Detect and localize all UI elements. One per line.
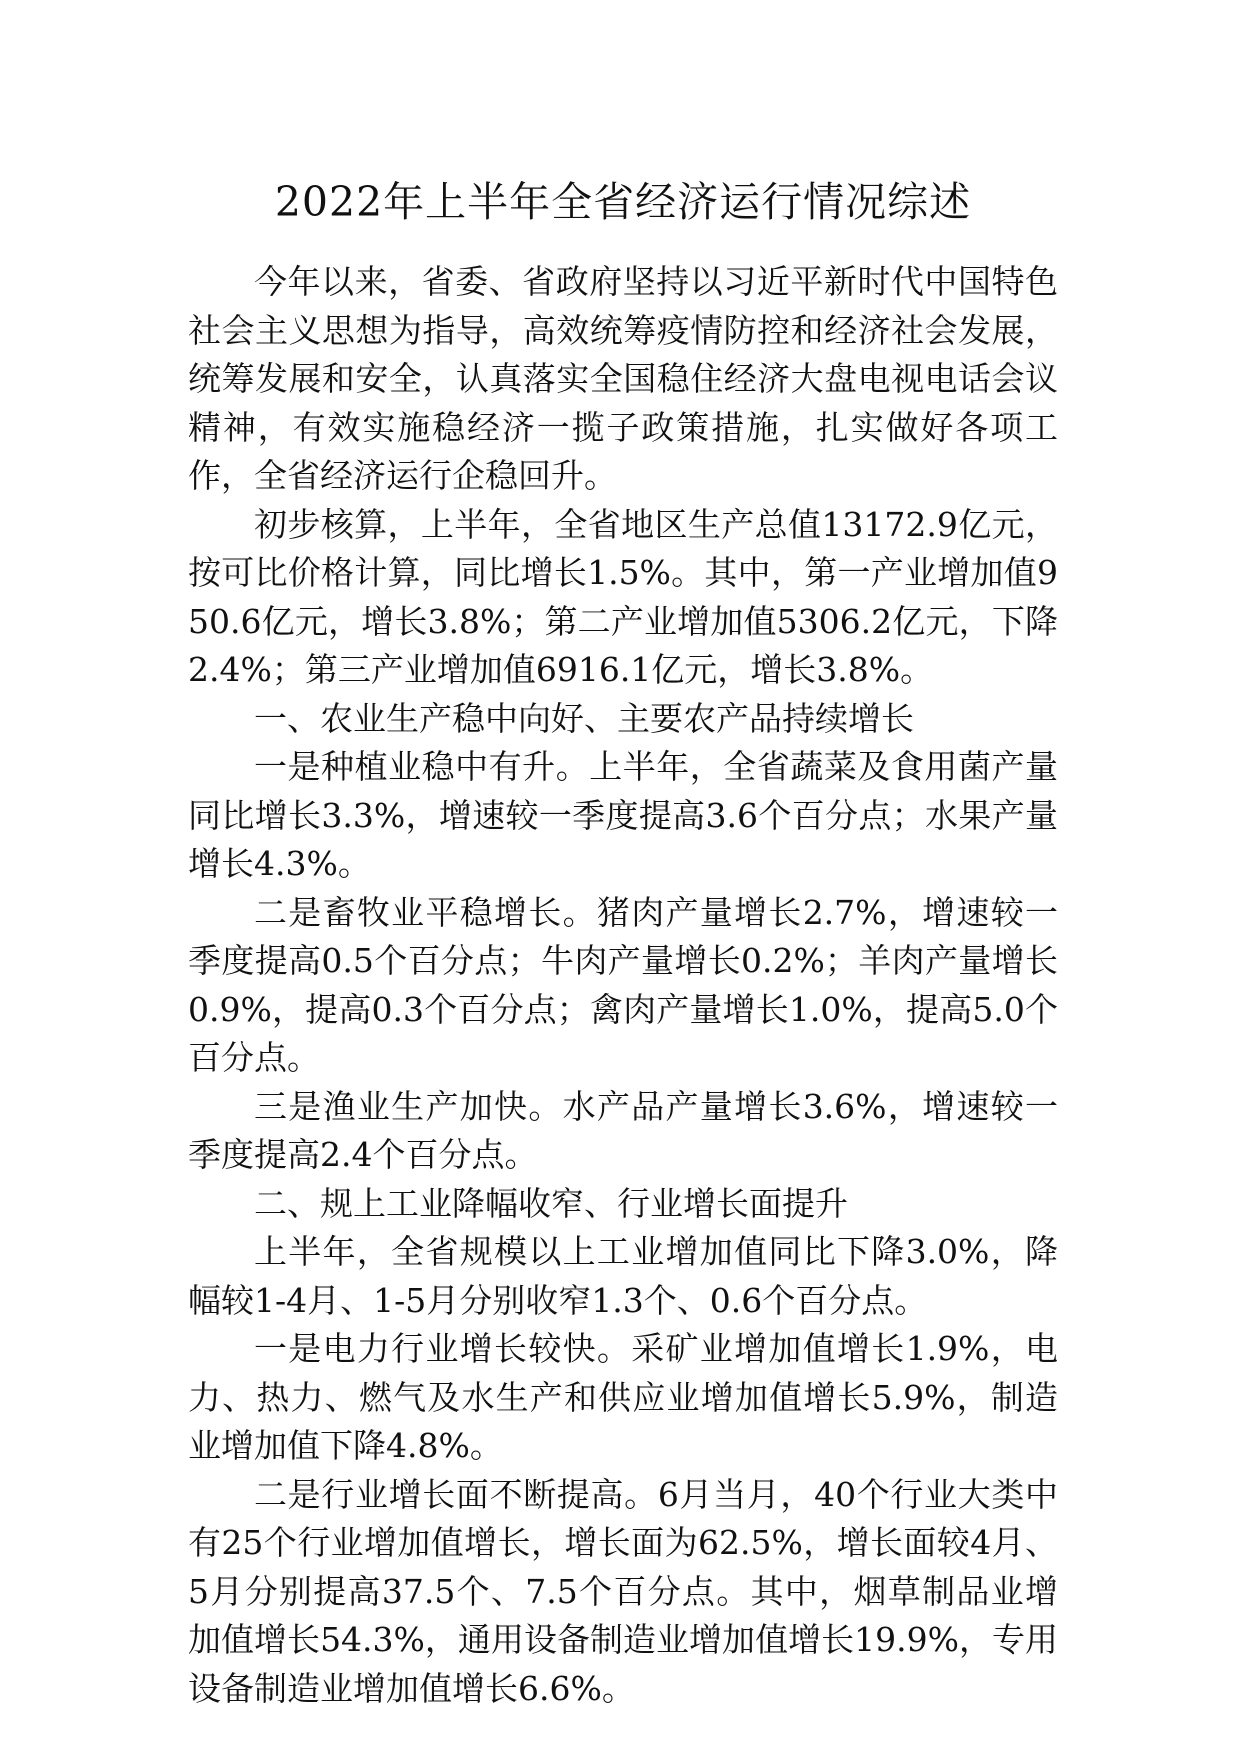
paragraph-power-industry: 一是电力行业增长较快。采矿业增加值增长1.9%，电力、热力、燃气及水生产和供应业增加值增长5.9%，制造业增加值下降4.8%。 xyxy=(188,1329,1058,1465)
paragraph-gdp-summary: 初步核算，上半年，全省地区生产总值13172.9亿元，按可比价格计算，同比增长1.5%。其中，第一产业增加值950.6亿元，增长3.8%；第二产业增加值5306.2亿元，下降2.4%；第三产业增加值6916.1亿元，增长3.8%。 xyxy=(188,504,1058,689)
paragraph-industry-growth: 二是行业增长面不断提高。6月当月，40个行业大类中有25个行业增加值增长，增长面为62.5%，增长面较4月、5月分别提高37.5个、7.5个百分点。其中，烟草制品业增加值增长54.3%，通用设备制造业增加值增长19.9%，专用设备制造业增加值增长6.6%。 xyxy=(188,1474,1058,1708)
section-heading-agriculture: 一、农业生产稳中向好、主要农产品持续增长 xyxy=(254,698,914,738)
paragraph-industry-overview: 上半年，全省规模以上工业增加值同比下降3.0%，降幅较1-4月、1-5月分别收窄1.3个、0.6个百分点。 xyxy=(188,1232,1058,1320)
document-title: 2022年上半年全省经济运行情况综述 xyxy=(274,178,972,226)
paragraph-livestock: 二是畜牧业平稳增长。猪肉产量增长2.7%，增速较一季度提高0.5个百分点；牛肉产量增长0.2%；羊肉产量增长0.9%，提高0.3个百分点；禽肉产量增长1.0%，提高5.0个百分点。 xyxy=(188,892,1058,1077)
document-page xyxy=(188,172,1058,1713)
paragraph-fishery: 三是渔业生产加快。水产品产量增长3.6%，增速较一季度提高2.4个百分点。 xyxy=(188,1086,1058,1174)
paragraph-planting: 一是种植业稳中有升。上半年，全省蔬菜及食用菌产量同比增长3.3%，增速较一季度提高3.6个百分点；水果产量增长4.3%。 xyxy=(188,747,1058,883)
paragraph-intro: 今年以来，省委、省政府坚持以习近平新时代中国特色社会主义思想为指导，高效统筹疫情防控和经济社会发展，统筹发展和安全，认真落实全国稳住经济大盘电视电话会议精神，有效实施稳经济一揽子政策措施，扎实做好各项工作，全省经济运行企稳回升。 xyxy=(188,262,1058,495)
section-heading-industry: 二、规上工业降幅收窄、行业增长面提升 xyxy=(254,1183,848,1223)
